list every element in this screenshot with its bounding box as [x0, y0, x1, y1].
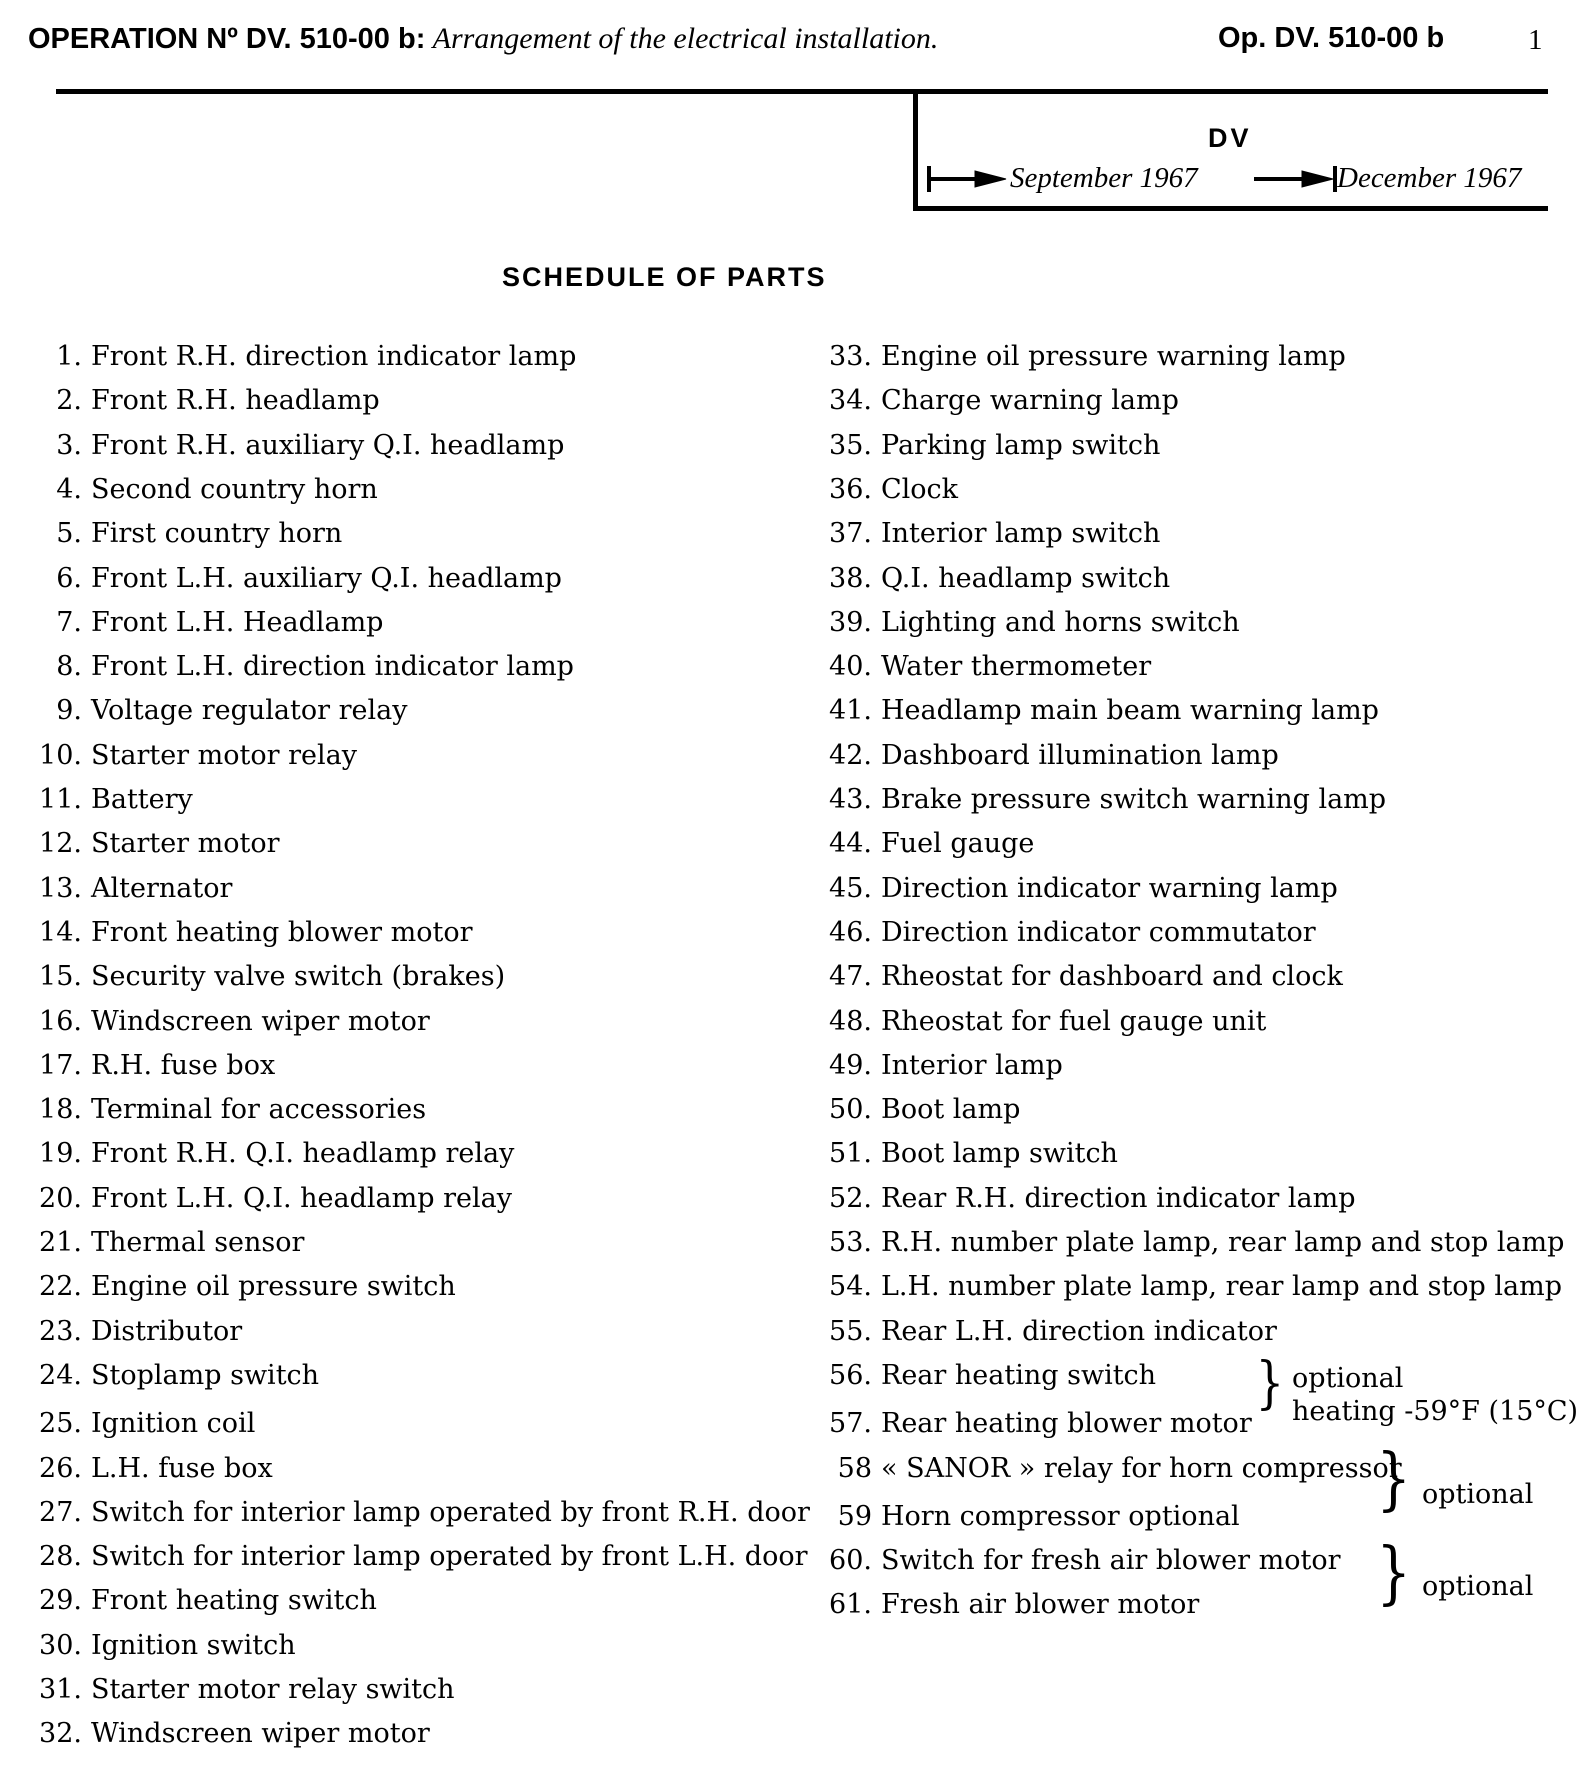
part-name: Interior lamp: [881, 1049, 1063, 1081]
part-name: Front L.H. auxiliary Q.I. headlamp: [91, 562, 562, 594]
part-number: 59: [837, 1500, 872, 1532]
part-number: 42.: [829, 739, 872, 771]
part-name: Stoplamp switch: [91, 1359, 320, 1391]
part-item: [814, 869, 1338, 909]
date-to: December 1967: [1337, 162, 1522, 194]
part-item: [814, 913, 1316, 953]
part-item: [28, 1002, 430, 1042]
part-name: Front L.H. direction indicator lamp: [91, 651, 574, 683]
part-item: [28, 1267, 456, 1307]
part-name: L.H. fuse box: [91, 1452, 273, 1484]
part-name: Second country horn: [91, 473, 378, 505]
operation-header: [28, 22, 938, 56]
part-item: [28, 1134, 514, 1174]
part-number: 40.: [829, 651, 872, 683]
part-number: 20.: [39, 1182, 82, 1214]
part-number: 38.: [829, 562, 872, 594]
part-item: [814, 1267, 1562, 1307]
model-label: DV: [1208, 123, 1252, 153]
part-number: 51.: [829, 1138, 872, 1170]
optional-note-horn: optional: [1422, 1479, 1534, 1510]
part-item: [814, 957, 1343, 997]
part-name: Charge warning lamp: [881, 385, 1179, 417]
part-item: [814, 780, 1386, 820]
part-number: 2.: [56, 385, 82, 417]
part-name: Thermal sensor: [91, 1227, 305, 1258]
part-name: « SANOR » relay for horn compressor: [881, 1452, 1402, 1484]
part-number: 61.: [829, 1589, 872, 1621]
part-name: Battery: [91, 784, 193, 815]
part-item: [814, 736, 1279, 776]
part-item: [814, 337, 1346, 377]
part-name: Headlamp main beam warning lamp: [881, 695, 1379, 727]
part-item: [28, 957, 505, 997]
brace-icon: }: [1376, 1440, 1411, 1519]
part-item: [814, 1090, 1020, 1130]
part-name: Front R.H. headlamp: [91, 385, 380, 417]
part-item: [814, 647, 1151, 687]
part-item: [28, 1626, 296, 1666]
optional-note-detail: heating -59°F (15°C): [1292, 1396, 1579, 1427]
part-number: 48.: [829, 1005, 872, 1037]
part-name: Terminal for accessories: [91, 1094, 427, 1126]
part-item: [814, 1449, 1402, 1489]
part-item: [814, 1223, 1564, 1263]
part-item: [814, 381, 1179, 421]
part-name: Windscreen wiper motor: [91, 1005, 430, 1037]
operation-number: OPERATION Nº DV. 510-00 b:: [28, 23, 426, 55]
part-item: [814, 1046, 1063, 1086]
part-name: Front heating blower motor: [91, 916, 473, 948]
part-name: Front L.H. Q.I. headlamp relay: [91, 1182, 512, 1214]
part-item: [814, 691, 1379, 731]
optional-note-heating: [1292, 1362, 1578, 1428]
part-name: Front R.H. direction indicator lamp: [91, 341, 577, 372]
part-name: Starter motor: [91, 828, 280, 860]
part-number: 17.: [39, 1049, 82, 1081]
part-number: 58: [837, 1452, 872, 1484]
part-name: Switch for fresh air blower motor: [881, 1545, 1341, 1577]
part-number: 30.: [39, 1629, 82, 1661]
part-number: 24.: [39, 1359, 82, 1391]
operation-description: Arrangement of the electrical installation.: [432, 22, 939, 55]
part-item: [28, 1714, 430, 1754]
part-item: [28, 1312, 242, 1352]
part-number: 56.: [829, 1359, 872, 1391]
part-number: 41.: [829, 695, 872, 727]
part-name: Q.I. headlamp switch: [881, 562, 1171, 594]
part-name: Distributor: [91, 1315, 243, 1347]
part-name: Boot lamp switch: [881, 1138, 1118, 1170]
part-number: 19.: [39, 1138, 82, 1170]
part-name: Boot lamp: [881, 1094, 1021, 1126]
part-number: 36.: [829, 473, 872, 505]
part-name: L.H. number plate lamp, rear lamp and stop lamp: [881, 1271, 1563, 1303]
part-name: Interior lamp switch: [881, 518, 1161, 550]
part-number: 1.: [56, 341, 82, 372]
part-number: 54.: [829, 1271, 872, 1303]
part-number: 33.: [829, 341, 872, 372]
part-name: Starter motor relay switch: [91, 1674, 455, 1705]
part-name: Brake pressure switch warning lamp: [881, 784, 1387, 815]
part-number: 47.: [829, 961, 872, 993]
part-name: Engine oil pressure switch: [91, 1271, 456, 1303]
part-item: [814, 426, 1160, 466]
part-item: [814, 1497, 1240, 1537]
part-number: 37.: [829, 518, 872, 550]
part-item: [28, 514, 342, 554]
part-name: Rear heating switch: [881, 1359, 1157, 1391]
optional-note-label: optional: [1292, 1363, 1404, 1394]
part-item: [814, 1585, 1199, 1625]
part-name: Lighting and horns switch: [881, 606, 1240, 638]
part-name: Front R.H. auxiliary Q.I. headlamp: [91, 429, 565, 461]
part-number: 9.: [56, 695, 82, 727]
part-number: 11.: [39, 784, 82, 815]
optional-note-fresh-air: optional: [1422, 1571, 1534, 1602]
part-number: 23.: [39, 1315, 82, 1347]
part-item: [814, 824, 1034, 864]
part-item: [28, 1670, 455, 1710]
part-item: [28, 1581, 377, 1621]
part-item: [28, 1179, 512, 1219]
part-item: [28, 337, 576, 377]
part-number: 5.: [56, 518, 82, 550]
part-item: [28, 824, 280, 864]
part-number: 35.: [829, 429, 872, 461]
page-number: 1: [1528, 24, 1543, 56]
part-item: [28, 691, 407, 731]
part-name: Front heating switch: [91, 1585, 377, 1617]
part-name: R.H. fuse box: [91, 1049, 276, 1081]
part-number: 12.: [39, 828, 82, 860]
part-number: 10.: [39, 739, 82, 771]
part-number: 15.: [39, 961, 82, 993]
part-number: 28.: [39, 1541, 82, 1573]
part-name: First country horn: [91, 518, 343, 550]
part-number: 16.: [39, 1005, 82, 1037]
part-item: [28, 647, 574, 687]
part-name: Rheostat for fuel gauge unit: [881, 1005, 1267, 1037]
part-item: [814, 1312, 1277, 1352]
part-item: [814, 559, 1170, 599]
part-number: 52.: [829, 1182, 872, 1214]
part-item: [28, 470, 378, 510]
part-name: Water thermometer: [881, 651, 1152, 683]
part-name: Front L.H. Headlamp: [91, 606, 384, 638]
part-number: 22.: [39, 1271, 82, 1303]
part-number: 4.: [56, 473, 82, 505]
part-name: Switch for interior lamp operated by front R.H. door: [91, 1496, 810, 1528]
part-name: Parking lamp switch: [881, 429, 1161, 461]
part-name: Dashboard illumination lamp: [881, 739, 1279, 771]
part-item: [814, 1179, 1356, 1219]
part-item: [28, 780, 193, 820]
part-number: 55.: [829, 1315, 872, 1347]
brace-icon: }: [1255, 1351, 1285, 1416]
part-item: [28, 1449, 273, 1489]
part-item: [814, 1541, 1340, 1581]
part-item: [28, 381, 380, 421]
part-number: 26.: [39, 1452, 82, 1484]
part-item: [814, 1134, 1118, 1174]
part-number: 27.: [39, 1496, 82, 1528]
part-number: 43.: [829, 784, 872, 815]
schedule-title: SCHEDULE OF PARTS: [502, 262, 827, 292]
part-item: [28, 559, 562, 599]
part-item: [814, 1002, 1266, 1042]
date-from: September 1967: [1010, 162, 1198, 194]
part-number: 50.: [829, 1094, 872, 1126]
part-name: Windscreen wiper motor: [91, 1718, 430, 1750]
part-name: Horn compressor optional: [881, 1500, 1240, 1532]
part-name: Clock: [881, 473, 959, 505]
part-item: [28, 1223, 304, 1263]
part-item: [28, 1090, 426, 1130]
part-number: 39.: [829, 606, 872, 638]
part-number: 18.: [39, 1094, 82, 1126]
part-number: 7.: [56, 606, 82, 638]
part-number: 21.: [39, 1227, 82, 1258]
to-arrow-icon: [1254, 166, 1335, 192]
part-item: [28, 913, 473, 953]
operation-code: Op. DV. 510-00 b: [1218, 22, 1445, 54]
part-number: 6.: [56, 562, 82, 594]
part-number: 45.: [829, 872, 872, 904]
part-number: 53.: [829, 1227, 872, 1258]
part-name: Starter motor relay: [91, 739, 357, 771]
part-name: Switch for interior lamp operated by front L.H. door: [91, 1541, 808, 1573]
part-name: Rear heating blower motor: [881, 1408, 1252, 1440]
part-item: [28, 1493, 810, 1533]
from-arrow-icon: [929, 166, 1006, 192]
part-number: 32.: [39, 1718, 82, 1750]
part-name: R.H. number plate lamp, rear lamp and stop lamp: [881, 1227, 1565, 1258]
part-number: 14.: [39, 916, 82, 948]
part-number: 60.: [829, 1545, 872, 1577]
part-number: 34.: [829, 385, 872, 417]
part-name: Alternator: [91, 872, 233, 904]
applicability-box-left-rule: [913, 89, 918, 211]
part-number: 29.: [39, 1585, 82, 1617]
part-item: [28, 1537, 808, 1577]
part-number: 31.: [39, 1674, 82, 1705]
part-name: Ignition switch: [91, 1629, 296, 1661]
part-item: [28, 1356, 319, 1396]
part-item: [814, 470, 958, 510]
part-name: Front R.H. Q.I. headlamp relay: [91, 1138, 515, 1170]
part-item: [28, 1046, 275, 1086]
part-item: [814, 1356, 1156, 1396]
part-item: [814, 1404, 1252, 1444]
part-number: 57.: [829, 1408, 872, 1440]
part-item: [28, 869, 232, 909]
part-number: 46.: [829, 916, 872, 948]
part-item: [28, 1404, 255, 1444]
applicability-box-bottom-rule: [913, 206, 1548, 211]
part-name: Rheostat for dashboard and clock: [881, 961, 1343, 993]
part-name: Rear R.H. direction indicator lamp: [881, 1182, 1356, 1214]
part-name: Fresh air blower motor: [881, 1589, 1200, 1621]
part-name: Voltage regulator relay: [91, 695, 408, 727]
part-item: [28, 426, 564, 466]
part-number: 25.: [39, 1408, 82, 1440]
brace-icon: }: [1376, 1534, 1411, 1613]
part-name: Security valve switch (brakes): [91, 961, 506, 993]
part-name: Direction indicator commutator: [881, 916, 1316, 948]
part-item: [814, 514, 1160, 554]
part-item: [814, 603, 1240, 643]
part-name: Fuel gauge: [881, 828, 1035, 860]
part-name: Engine oil pressure warning lamp: [881, 341, 1346, 372]
part-name: Rear L.H. direction indicator: [881, 1315, 1277, 1347]
part-number: 8.: [56, 651, 82, 683]
part-name: Ignition coil: [91, 1408, 256, 1440]
part-number: 49.: [829, 1049, 872, 1081]
part-name: Direction indicator warning lamp: [881, 872, 1338, 904]
part-item: [28, 736, 357, 776]
part-number: 3.: [56, 429, 82, 461]
part-number: 44.: [829, 828, 872, 860]
header-rule: [56, 89, 1548, 94]
part-number: 13.: [39, 872, 82, 904]
part-item: [28, 603, 383, 643]
